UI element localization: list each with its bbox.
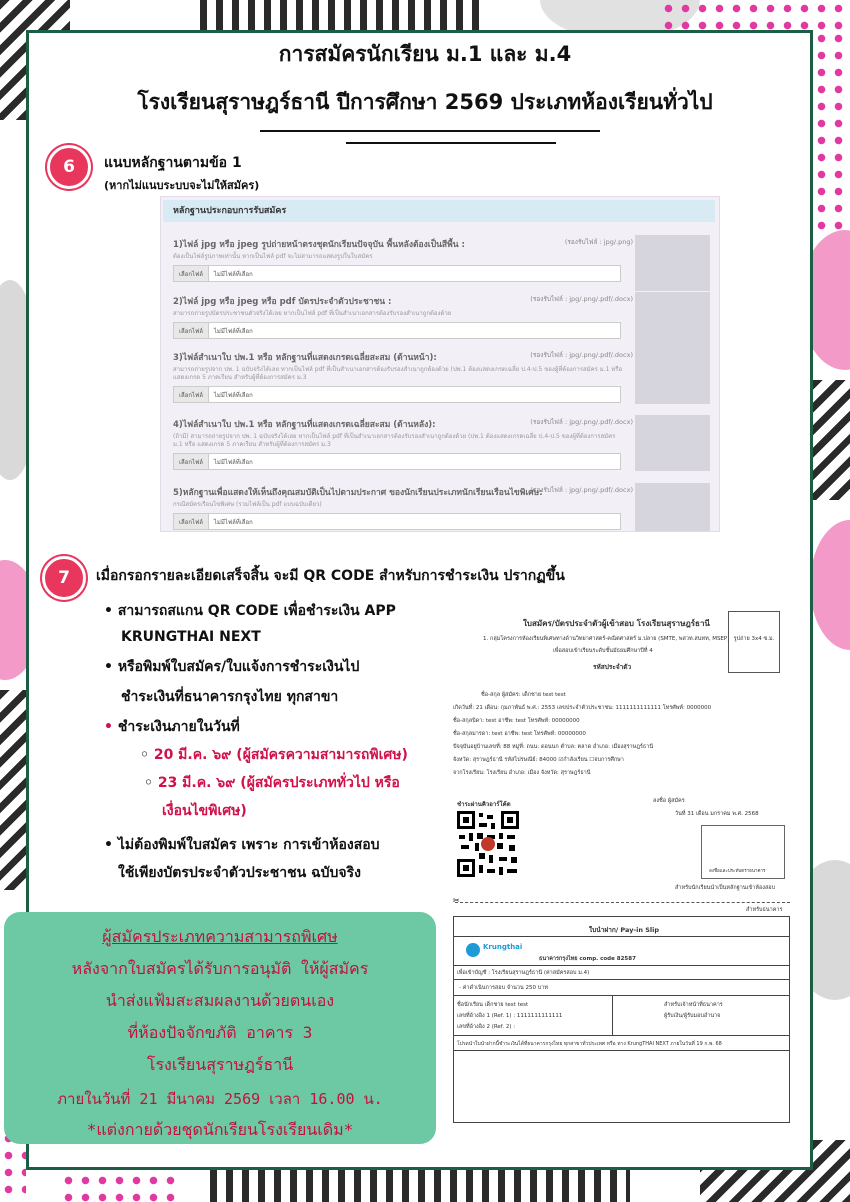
step-6-title: แนบหลักฐานตามข้อ 1 (104, 155, 242, 171)
slip-ref2: เลขที่อ้างอิง 2 (Ref. 2) : (457, 1024, 516, 1030)
decor-stripes-bottom (210, 1170, 630, 1202)
evidence-item-formats: (รองรับไฟล์ : jpg/.png/.pdf/.docx) (530, 418, 633, 426)
title-underline-2 (346, 142, 556, 144)
slip-vertical-divider (612, 995, 613, 1035)
card-photo-label: รูปถ่าย 3x4 ซ.ม. (733, 636, 775, 642)
decor-stripes-top (200, 0, 480, 30)
bullet-no-print-line1: • ไม่ต้องพิมพ์ใบสมัคร เพราะ การเข้าห้องสอบ (104, 837, 380, 853)
scissors-icon: ✂ (453, 896, 460, 905)
file-status: ไม่มีไฟล์ที่เลือก (213, 327, 253, 335)
bullet-no-print-line2: ใช้เพียงบัตรประจำตัวประชาชน ฉบับจริง (118, 865, 361, 881)
deadline-general-2: เงื่อนไขพิเศษ) (162, 803, 247, 819)
evidence-preview-5 (635, 483, 710, 532)
evidence-preview-3 (635, 348, 710, 404)
bullet-print-line2: ชำระเงินที่ธนาคารกรุงไทย ทุกสาขา (121, 689, 339, 705)
slip-title: ใบนำฝาก/ Pay-in Slip (589, 926, 660, 934)
application-card (453, 603, 788, 898)
file-status: ไม่มีไฟล์ที่เลือก (213, 391, 253, 399)
deadline-special: ◦ 20 มี.ค. ๖๙ (ผู้สมัครความสามารถพิเศษ) (140, 747, 408, 763)
evidence-form-screenshot (160, 196, 720, 532)
choose-file-button[interactable]: เลือกไฟล์ (174, 387, 209, 402)
bank-stamp-label: ลงชื่อและประทับตราธนาคาร (709, 869, 766, 874)
file-status: ไม่มีไฟล์ที่เลือก (213, 270, 253, 278)
payment-qr-code[interactable] (455, 809, 521, 879)
slip-fee: - ค่าดำเนินการสอบ จำนวน 250 บาท (459, 985, 548, 991)
notice-line-2: นำส่งแฟ้มสะสมผลงานด้วยตนเอง (105, 991, 335, 1010)
decor-dots-top-right (660, 0, 850, 30)
slip-account: เพื่อเข้าบัญชี : โรงเรียนสุราษฎร์ธานี (ค่าสมัครสอบ ม.4) (457, 970, 590, 976)
card-row-2: เกิดวันที่: 21 เดือน: กุมภาพันธ์ พ.ศ.: 2553 เลขประจำตัวประชาชน: 1111111111111 โทรศัพท์: 0000000 (453, 705, 712, 711)
evidence-item-title: 5)หลักฐานเพื่อแสดงให้เห็นถึงคุณสมบัติเป็นไปตามประกาศ ของนักเรียนประเภทนักเรียนเรือนไขพิเศษ: (173, 488, 543, 498)
decor-blob-right-2 (810, 520, 850, 650)
evidence-preview-4 (635, 415, 710, 471)
bullet-print-line1: • หรือพิมพ์ใบสมัคร/ใบแจ้งการชำระเงินไป (104, 659, 360, 675)
evidence-item-title: 1)ไฟล์ jpg หรือ jpeg รูปถ่ายหน้าตรงชุดนักเรียนปัจจุบัน พื้นหลังต้องเป็นสีพื้น : (173, 240, 465, 250)
deadline-general: ◦ 23 มี.ค. ๖๙ (ผู้สมัครประเภททั่วไป หรือ (144, 775, 400, 791)
slip-divider-3 (454, 979, 789, 980)
notice-line-6: *แต่งกายด้วยชุดนักเรียนโรงเรียนเดิม* (86, 1120, 354, 1139)
evidence-item-formats: (รองรับไฟล์ : jpg/.png/.pdf/.docx) (530, 351, 633, 359)
file-input[interactable] (173, 513, 621, 530)
title-underline (260, 130, 600, 132)
bullet-qr-line2: KRUNGTHAI NEXT (121, 629, 261, 645)
slip-divider-5 (454, 1035, 789, 1036)
decor-dots-bottom (60, 1172, 180, 1202)
choose-file-button[interactable]: เลือกไฟล์ (174, 323, 209, 338)
card-row-5: ปัจจุบันอยู่บ้านเลขที่: 88 หมู่ที่: ถนน: ดอนนก ตำบล: ตลาด อำเภอ: เมืองสุราษฎร์ธานี (453, 744, 654, 750)
evidence-form-header: หลักฐานประกอบการรับสมัคร (163, 200, 715, 222)
evidence-item-desc: กรณีสมัครเรือนไขพิเศษ (รวมไฟล์เป็น pdf แบบฉบับเดียว) (173, 501, 322, 508)
notice-line-1: หลังจากใบสมัครได้รับการอนุมัติ ให้ผู้สมัคร (71, 959, 369, 978)
step-6-badge: 6 (47, 145, 91, 189)
evidence-item-title: 3)ไฟล์สำเนาใบ ปพ.1 หรือ หลักฐานที่แสดงเกรดเฉลี่ยสะสม (ด้านหน้า): (173, 353, 437, 363)
evidence-item-desc: สามารถถ่ายรูปบัตรประชาชนตัวจริงได้เลย หากเป็นไฟล์ pdf ที่เป็นสำเนาเอกสารต้องรับรองสำเนาถูกต้องด้วย (173, 310, 452, 317)
evidence-item-desc: (ถ้ามี) สามารถถ่ายรูปจาก ปพ. 1 ฉบับจริงได้เลย หากเป็นไฟล์ pdf ที่เป็นสำเนาเอกสารต้องรับรองสำเนาถูกต้องด้วย (ปพ.1 ต้องแสดงเกรดเฉลี่ย ป.4-ป.5 ของผู้ที่ต้องการสมัคร ม.1 หรือ แสดงเกรด 5 ภาคเรียน สำหรับผู้ที่ต้องการสมัคร ม.3 (173, 433, 616, 448)
evidence-item-formats: (รองรับไฟล์ : jpg/.png) (564, 238, 633, 246)
evidence-item-desc: ต้องเป็นไฟล์รูปภาพเท่านั้น หากเป็นไฟล์ pdf จะไม่สามารถแสดงรูปในใบสมัคร (173, 253, 373, 260)
qr-label: ชำระผ่านคิวอาร์โค้ด (457, 801, 511, 808)
slip-footer: โปรดนำใบนำฝากนี้ชำระเงินได้ที่ธนาคารกรุงไทย ทุกสาขาทั่วประเทศ หรือ ทาง KrungTHAI NEXT ภายในวันที่ 19 ก.พ. 68 (457, 1041, 722, 1047)
card-id-label: รหัสประจำตัว (593, 663, 632, 671)
card-row-6: จังหวัด: สุราษฎร์ธานี รหัสไปรษณีย์: 84000 ☑กำลังเรียน ☐จบการศึกษา (453, 757, 624, 763)
cut-line (455, 902, 790, 903)
file-status: ไม่มีไฟล์ที่เลือก (213, 518, 253, 526)
choose-file-button[interactable]: เลือกไฟล์ (174, 514, 209, 529)
bullet-deadline: • ชำระเงินภายในวันที่ (104, 719, 240, 735)
evidence-item-1 (173, 237, 633, 282)
notice-line-4: โรงเรียนสุราษฎร์ธานี (146, 1055, 294, 1074)
notice-line-3: ที่ห้องปัจจักขภัติ อาคาร 3 (127, 1023, 313, 1042)
slip-divider-4 (454, 995, 789, 996)
step-6-note: (หากไม่แนบระบบจะไม่ให้สมัคร) (104, 179, 260, 192)
file-input[interactable] (173, 265, 621, 282)
payin-slip (453, 916, 790, 1123)
card-title: ใบสมัคร/บัตรประจำตัวผู้เข้าสอบ โรงเรียนสุราษฎร์ธานี (523, 619, 710, 628)
card-date-line: วันที่ 31 เดือน มกราคม พ.ศ. 2568 (675, 811, 759, 817)
bank-logo-text: Krungthai (483, 943, 523, 951)
card-row-3: ชื่อ-สกุลบิดา: test อาชีพ: test โทรศัพท์: 00000000 (453, 718, 580, 724)
evidence-preview-1 (635, 235, 710, 291)
file-input[interactable] (173, 386, 621, 403)
card-bank-note: สำหรับนักเรียนนำเป็นหลักฐานเข้าห้องสอบ (675, 885, 776, 891)
slip-officer-1: สำหรับเจ้าหน้าที่ธนาคาร (664, 1002, 723, 1008)
card-program: 1. กลุ่มโครงการห้องเรียนพิเศษทางด้านวิทยาศาสตร์-คณิตศาสตร์ ม.ปลาย (SMTE, พสวท.สนทท, MSEP) (483, 636, 730, 642)
evidence-item-formats: (รองรับไฟล์ : jpg/.png/.pdf/.docx) (530, 295, 633, 303)
evidence-item-5 (173, 485, 633, 530)
file-input[interactable] (173, 322, 621, 339)
slip-divider-2 (454, 965, 789, 966)
evidence-item-3 (173, 350, 633, 403)
card-sign-label: ลงชื่อ ผู้สมัคร (653, 798, 685, 804)
bank-copy-label: สำหรับธนาคาร (746, 907, 783, 913)
card-row-7: จากโรงเรียน: โรงเรียน อำเภอ: เมือง จังหวัด: สุราษฎร์ธานี (453, 770, 591, 776)
krungthai-logo-icon (466, 943, 480, 957)
slip-divider-1 (454, 936, 789, 937)
choose-file-button[interactable]: เลือกไฟล์ (174, 266, 209, 281)
notice-line-5: ภายในวันที่ 21 มีนาคม 2569 เวลา 16.00 น. (57, 1090, 383, 1108)
evidence-item-formats: (รองรับไฟล์ : jpg/.png/.pdf/.docx) (530, 486, 633, 494)
bullet-qr-line1: • สามารถสแกน QR CODE เพื่อชำระเงิน APP (104, 603, 396, 619)
evidence-item-title: 2)ไฟล์ jpg หรือ jpeg หรือ pdf บัตรประจำตัวประชาชน : (173, 297, 392, 307)
file-status: ไม่มีไฟล์ที่เลือก (213, 458, 253, 466)
notice-heading: ผู้สมัครประเภทความสามารถพิเศษ (102, 927, 338, 946)
evidence-item-title: 4)ไฟล์สำเนาใบ ปพ.1 หรือ หลักฐานที่แสดงเกรดเฉลี่ยสะสม (ด้านหลัง): (173, 420, 436, 430)
card-row-4: ชื่อ-สกุลมารดา: test อาชีพ: test โทรศัพท์: 00000000 (453, 731, 586, 737)
evidence-item-4 (173, 417, 633, 470)
card-row-1: ชื่อ-สกุล ผู้สมัคร: เด็กชาย test test (481, 692, 566, 698)
page-title: การสมัครนักเรียน ม.1 และ ม.4 (278, 42, 572, 66)
bank-line: ธนาคารกรุงไทย comp. code 82587 (539, 956, 636, 962)
evidence-item-2 (173, 294, 633, 339)
step-7-badge: 7 (42, 556, 86, 600)
step-7-title: เมื่อกรอกรายละเอียดเสร็จสิ้น จะมี QR CODE สำหรับการชำระเงิน ปรากฏขึ้น (96, 568, 565, 584)
slip-divider-6 (454, 1050, 789, 1051)
evidence-item-desc: สามารถถ่ายรูปจาก ปพ. 1 ฉบับจริงได้เลย หากเป็นไฟล์ pdf ที่เป็นสำเนาเอกสารต้องรับรองสำเนาถูกต้องด้วย (ปพ.1 ต้องแสดงเกรดเฉลี่ย ป.4-ป.5 ของผู้ที่ต้องการสมัคร ม.1 หรือแสดงเกรด 5 ภาคเรียน สำหรับผู้ที่ต้องการสมัคร ม.3 (173, 366, 623, 381)
page-subtitle: โรงเรียนสุราษฎร์ธานี ปีการศึกษา 2569 ประเภทห้องเรียนทั่วไป (137, 90, 713, 114)
slip-officer-2: ผู้รับเงิน/ผู้รับมอบอำนาจ (664, 1013, 721, 1019)
decor-stripes-right (813, 380, 850, 500)
file-input[interactable] (173, 453, 621, 470)
slip-payer: ชื่อนักเรียน เด็กชาย test test (457, 1002, 529, 1008)
evidence-preview-2 (635, 292, 710, 348)
card-level: เพื่อสอบเข้าเรียนระดับชั้นมัธยมศึกษาปีที่ 4 (553, 648, 653, 654)
choose-file-button[interactable]: เลือกไฟล์ (174, 454, 209, 469)
slip-ref1: เลขที่อ้างอิง 1 (Ref. 1) : 1111111111111 (457, 1013, 563, 1019)
decor-stripes-left (0, 690, 26, 890)
